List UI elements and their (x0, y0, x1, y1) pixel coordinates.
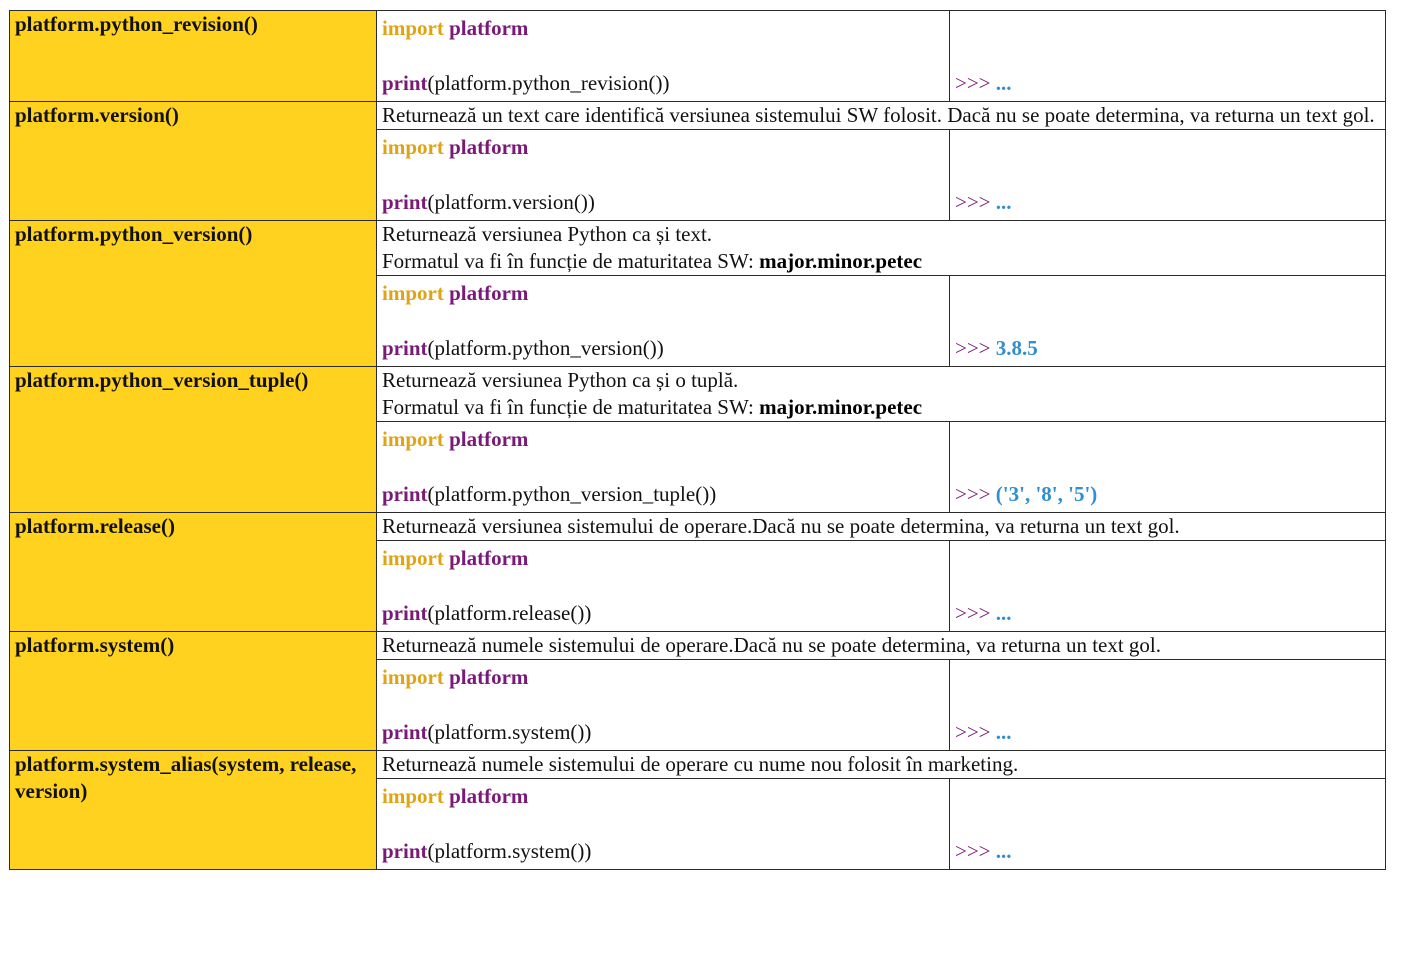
module-name: platform (449, 135, 529, 159)
prompt: >>> (955, 839, 991, 863)
call-args: (platform.version()) (427, 190, 595, 214)
description (377, 751, 1386, 779)
description (377, 367, 1386, 422)
import-keyword: import (382, 427, 444, 451)
description (377, 513, 1386, 541)
code-example (377, 422, 950, 513)
code-example (377, 130, 950, 221)
output-cell (950, 130, 1386, 221)
table-row (10, 11, 1386, 102)
import-keyword: import (382, 135, 444, 159)
prompt: >>> (955, 720, 991, 744)
description-line: Returnează versiunea Python ca și text. (382, 222, 713, 246)
format-spec: major.minor.petec (759, 395, 923, 419)
output-value: ... (995, 839, 1012, 863)
output-value: ... (995, 190, 1012, 214)
call-args: (platform.system()) (427, 720, 592, 744)
print-keyword: print (382, 190, 428, 214)
import-keyword: import (382, 546, 444, 570)
description-line: Formatul va fi în funcție de maturitatea SW: (382, 395, 760, 419)
print-keyword: print (382, 71, 428, 95)
code-example (377, 276, 950, 367)
description-line: Returnează versiunea Python ca și o tuplă. (382, 368, 739, 392)
module-name: platform (449, 16, 529, 40)
table-row (10, 751, 1386, 779)
print-keyword: print (382, 601, 428, 625)
call-args: (platform.release()) (427, 601, 592, 625)
description-line: Returnează versiunea sistemului de operare.Dacă nu se poate determina, va returna un text gol. (382, 514, 1180, 538)
module-name: platform (449, 281, 529, 305)
description-line: Formatul va fi în funcție de maturitatea SW: (382, 249, 760, 273)
print-keyword: print (382, 720, 428, 744)
output-cell (950, 422, 1386, 513)
function-name: platform.python_version_tuple() (10, 367, 377, 513)
output-value: ... (995, 720, 1012, 744)
output-cell (950, 276, 1386, 367)
call-args: (platform.python_version_tuple()) (427, 482, 717, 506)
output-value: 3.8.5 (995, 336, 1038, 360)
function-name: platform.version() (10, 102, 377, 221)
call-args: (platform.python_version()) (427, 336, 664, 360)
output-value: ... (995, 71, 1012, 95)
module-name: platform (449, 784, 529, 808)
table-row (10, 513, 1386, 541)
table-row (10, 632, 1386, 660)
print-keyword: print (382, 839, 428, 863)
output-cell (950, 779, 1386, 870)
table-row (10, 102, 1386, 130)
output-cell (950, 660, 1386, 751)
prompt: >>> (955, 71, 991, 95)
output-cell (950, 11, 1386, 102)
prompt: >>> (955, 190, 991, 214)
module-name: platform (449, 546, 529, 570)
description-line: Returnează un text care identifică versiunea sistemului SW folosit. Dacă nu se poate determina, va returna un text gol. (382, 103, 1375, 127)
table-row (10, 221, 1386, 276)
description (377, 102, 1386, 130)
platform-reference-table (9, 10, 1386, 870)
function-name: platform.system_alias(system, release, version) (10, 751, 377, 870)
output-cell (950, 541, 1386, 632)
print-keyword: print (382, 482, 428, 506)
prompt: >>> (955, 336, 991, 360)
module-name: platform (449, 665, 529, 689)
description-line: Returnează numele sistemului de operare.Dacă nu se poate determina, va returna un text gol. (382, 633, 1162, 657)
function-name: platform.system() (10, 632, 377, 751)
table-row (10, 367, 1386, 422)
description (377, 632, 1386, 660)
code-example (377, 541, 950, 632)
prompt: >>> (955, 601, 991, 625)
import-keyword: import (382, 281, 444, 305)
function-name: platform.release() (10, 513, 377, 632)
import-keyword: import (382, 16, 444, 40)
format-spec: major.minor.petec (759, 249, 923, 273)
code-example (377, 660, 950, 751)
output-value: ... (995, 601, 1012, 625)
prompt: >>> (955, 482, 991, 506)
import-keyword: import (382, 784, 444, 808)
code-example (377, 779, 950, 870)
call-args: (platform.system()) (427, 839, 592, 863)
import-keyword: import (382, 665, 444, 689)
description-line: Returnează numele sistemului de operare cu nume nou folosit în marketing. (382, 752, 1019, 776)
print-keyword: print (382, 336, 428, 360)
function-name: platform.python_revision() (10, 11, 377, 102)
function-name: platform.python_version() (10, 221, 377, 367)
description (377, 221, 1386, 276)
code-example (377, 11, 950, 102)
call-args: (platform.python_revision()) (427, 71, 670, 95)
module-name: platform (449, 427, 529, 451)
output-value: ('3', '8', '5') (995, 482, 1098, 506)
